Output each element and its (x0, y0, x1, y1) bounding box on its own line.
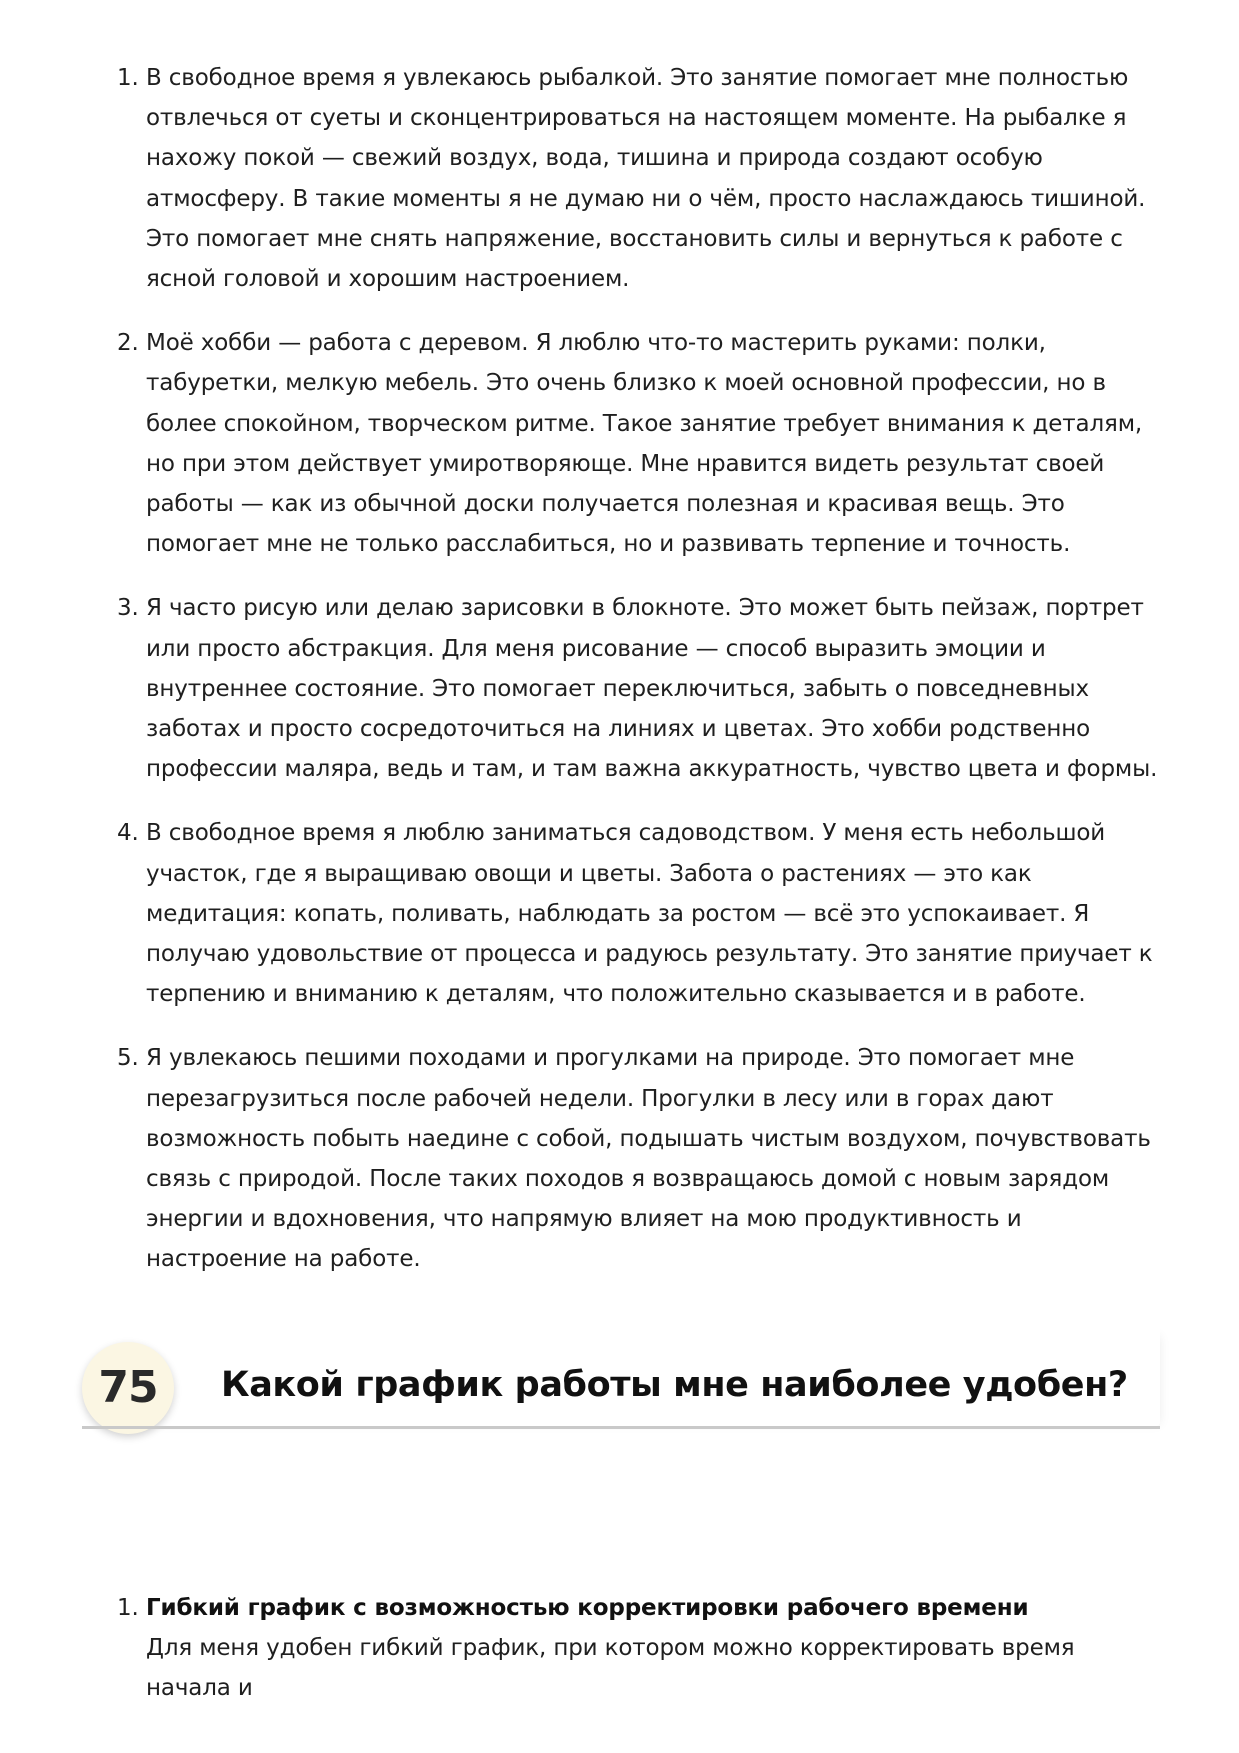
section-number-badge (82, 1342, 174, 1434)
section-answer-list (112, 1588, 1162, 1709)
list-item-number: 2. (117, 330, 139, 357)
list-item-number: 3. (117, 595, 139, 622)
list-item-text: В свободное время я увлекаюсь рыбалкой. Это занятие помогает мне полностью отвлечься от суеты и сконцентрироваться на настоящем моменте. На рыбалке я нахожу покой — свежий воздух, вода, тишина и природа создают особую атмосферу. В такие моменты я не думаю ни о чём, просто наслаждаюсь тишиной. Это помогает мне снять напряжение, восстановить силы и вернуться к работе с ясной головой и хорошим настроением. (146, 65, 1146, 293)
list-item-number: 4. (117, 820, 139, 847)
list-item-text: В свободное время я люблю заниматься садоводством. У меня есть небольшой участок, где я выращиваю овощи и цветы. Забота о растениях — это как медитация: копать, поливать, наблюдать за ростом — всё это успокаивает. Я получаю удовольствие от процесса и радуюсь результату. Это занятие приучает к терпению и вниманию к деталям, что положительно сказывается и в работе. (146, 820, 1153, 1008)
list-item-text: Моё хобби — работа с деревом. Я люблю что-то мастерить руками: полки, табуретки, мелкую мебель. Это очень близко к моей основной профессии, но в более спокойном, творческом ритме. Такое занятие требует внимания к деталям, но при этом действует умиротворяюще. Мне нравится видеть результат своей работы — как из обычной доски получается полезная и красивая вещь. Это помогает мне не только расслабиться, но и развивать терпение и точность. (146, 330, 1143, 558)
answer-list (112, 58, 1162, 1304)
section-header (82, 1326, 1160, 1426)
list-item (112, 323, 1162, 564)
section-title: Какой график работы мне наиболее удобен? (221, 1365, 1128, 1405)
list-item (112, 58, 1162, 299)
list-item-number: 5. (117, 1045, 139, 1072)
list-item-text: Для меня удобен гибкий график, при котором можно корректировать время начала и (146, 1635, 1075, 1702)
list-item (112, 588, 1162, 789)
list-item-text: Я часто рисую или делаю зарисовки в блокноте. Это может быть пейзаж, портрет или просто абстракция. Для меня рисование — способ выразить эмоции и внутреннее состояние. Это помогает переключиться, забыть о повседневных заботах и просто сосредоточиться на линиях и цветах. Это хобби родственно профессии маляра, ведь и там, и там важна аккуратность, чувство цвета и формы. (146, 595, 1158, 783)
list-item (112, 1038, 1162, 1279)
list-item (112, 813, 1162, 1014)
list-item-number: 1. (117, 1595, 139, 1621)
list-item-text: Я увлекаюсь пешими походами и прогулками на природе. Это помогает мне перезагрузиться после рабочей недели. Прогулки в лесу или в горах дают возможность побыть наедине с собой, подышать чистым воздухом, почувствовать связь с природой. После таких походов я возвращаюсь домой с новым зарядом энергии и вдохновения, что напрямую влияет на мою продуктивность и настроение на работе. (146, 1045, 1151, 1273)
list-item (112, 1588, 1162, 1709)
list-item-number: 1. (117, 65, 139, 91)
section-number: 75 (98, 1362, 158, 1413)
section-divider (82, 1426, 1160, 1429)
list-item-heading: Гибкий график с возможностью корректировки рабочего времени (146, 1595, 1029, 1621)
